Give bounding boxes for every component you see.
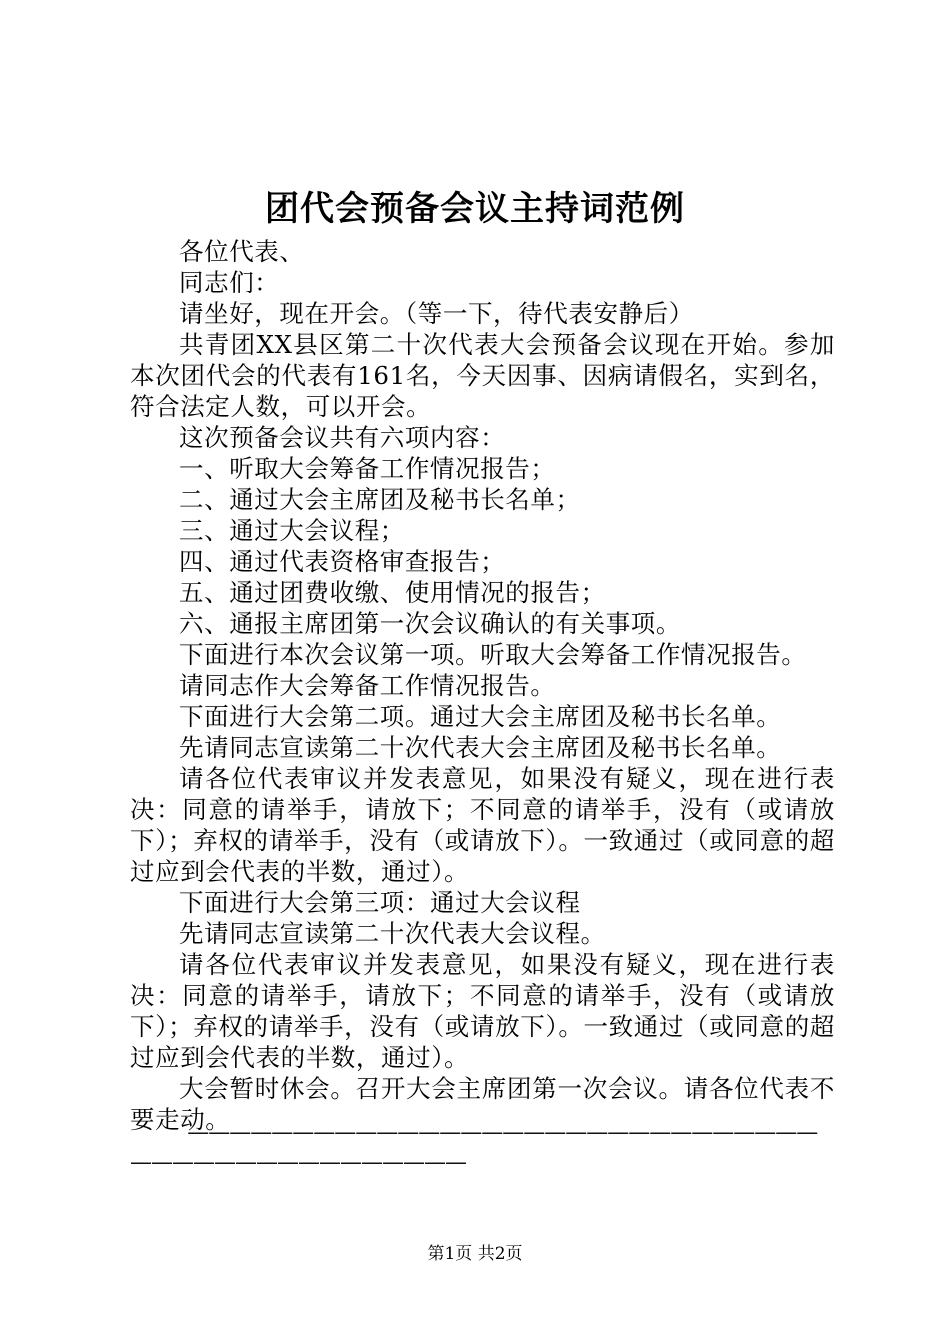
document-title: 团代会预备会议主持词范例 (265, 189, 685, 229)
paragraph: 共青团XX县区第二十次代表大会预备会议现在开始。参加本次团代会的代表有161名，今天因事、因病请假名，实到名，符合法定人数，可以开会。 (130, 330, 835, 421)
paragraph: 同志们： (179, 268, 280, 297)
paragraph: 请各位代表审议并发表意见，如果没有疑义，现在进行表决：同意的请举手，请放下；不同意的请举手，没有（或请放下）；弃权的请举手，没有（或请放下）。一致通过（或同意的超过应到会代表的半数，通过）。 (130, 764, 835, 886)
paragraph: 四、通过代表资格审查报告； (179, 547, 506, 576)
paragraph: 请坐好，现在开会。（等一下，待代表安静后） (179, 299, 694, 328)
divider-line: —————————————————————————————————————————————— (130, 1120, 818, 1175)
document-body (130, 236, 835, 1135)
paragraph: 下面进行大会第三项：通过大会议程 (179, 888, 581, 917)
page-number: 第1页 共2页 (427, 1244, 523, 1264)
paragraph: 六、通报主席团第一次会议确认的有关事项。 (179, 609, 681, 638)
paragraph: 五、通过团费收缴、使用情况的报告； (179, 578, 606, 607)
paragraph: 下面进行大会第二项。通过大会主席团及秘书长名单。 (179, 702, 782, 731)
paragraph: 三、通过大会议程； (179, 516, 405, 545)
paragraph: 请同志作大会筹备工作情况报告。 (179, 671, 556, 700)
paragraph: 这次预备会议共有六项内容： (179, 423, 506, 452)
paragraph: 请各位代表审议并发表意见，如果没有疑义，现在进行表决：同意的请举手，请放下；不同意的请举手，没有（或请放下）；弃权的请举手，没有（或请放下）。一致通过（或同意的超过应到会代表的半数，通过）。 (130, 950, 835, 1072)
paragraph: 先请同志宣读第二十次代表大会议程。 (179, 919, 606, 948)
paragraph: 大会暂时休会。召开大会主席团第一次会议。请各位代表不要走动。 (130, 1074, 835, 1134)
paragraph: 二、通过大会主席团及秘书长名单； (179, 485, 581, 514)
paragraph: 各位代表、 (179, 237, 305, 266)
paragraph: 一、听取大会筹备工作情况报告； (179, 454, 556, 483)
paragraph: 先请同志宣读第二十次代表大会主席团及秘书长名单。 (179, 733, 782, 762)
paragraph: 下面进行本次会议第一项。听取大会筹备工作情况报告。 (179, 640, 807, 669)
